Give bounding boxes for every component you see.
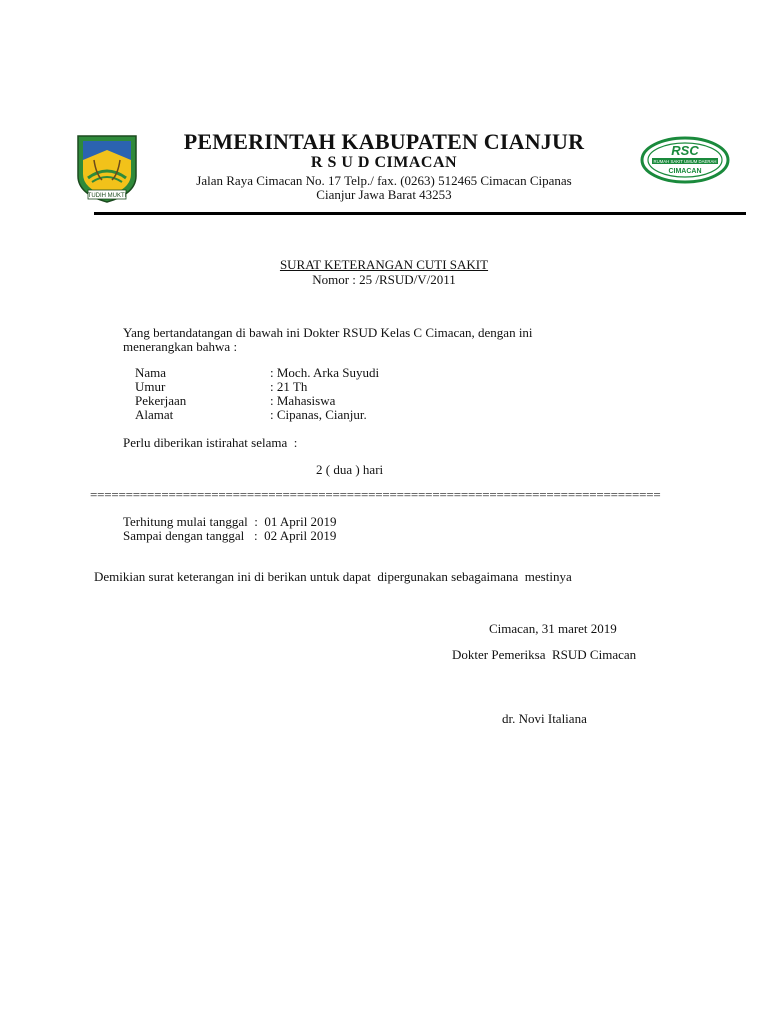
letterhead-address: Jalan Raya Cimacan No. 17 Telp./ fax. (0263) 512465 Cimacan Cipanas [196, 173, 572, 188]
signer-title: Dokter Pemeriksa RSUD Cimacan [452, 647, 637, 662]
field-value: : Cipanas, Cianjur. [270, 407, 367, 422]
rsc-logo-subtext: RUMAH SAKIT UMUM DAERAH [653, 159, 717, 164]
field-value: : Moch. Arka Suyudi [270, 365, 380, 380]
letter-title: SURAT KETERANGAN CUTI SAKIT [279, 257, 489, 272]
rest-period-label: Perlu diberikan istirahat selama : [123, 435, 298, 450]
field-label: Pekerjaan [135, 393, 187, 408]
start-date: Terhitung mulai tanggal : 01 April 2019 [123, 514, 337, 529]
letterhead-divider [94, 212, 746, 215]
letterhead-city: Cianjur Jawa Barat 43253 [316, 187, 452, 202]
crest-motto: TUDIH MUKTI [87, 193, 127, 199]
place-date: Cimacan, 31 maret 2019 [489, 621, 617, 636]
separator-line: ================================================================================ [90, 487, 661, 502]
letterhead-hospital: R S U D CIMACAN [310, 154, 458, 171]
field-label: Nama [135, 365, 167, 380]
letter-number: Nomor : 25 /RSUD/V/2011 [312, 272, 456, 287]
rsc-logo-text: RSC [671, 143, 699, 158]
field-value: : Mahasiswa [270, 393, 336, 408]
intro-line-2: menerangkan bahwa : [123, 339, 238, 354]
intro-line-1: Yang bertandatangan di bawah ini Dokter RSUD Kelas C Cimacan, dengan ini [123, 325, 533, 340]
field-label: Umur [135, 379, 166, 394]
field-value: : 21 Th [270, 379, 308, 394]
rest-period-value: 2 ( dua ) hari [316, 462, 384, 477]
field-label: Alamat [135, 407, 174, 422]
rsc-logo-name: CIMACAN [668, 168, 702, 175]
signer-name: dr. Novi Italiana [502, 711, 587, 726]
end-date: Sampai dengan tanggal : 02 April 2019 [123, 528, 337, 543]
letterhead-government: PEMERINTAH KABUPATEN CIANJUR [183, 129, 585, 154]
closing-statement: Demikian surat keterangan ini di berikan untuk dapat dipergunakan sebagaimana mestinya [94, 569, 572, 584]
